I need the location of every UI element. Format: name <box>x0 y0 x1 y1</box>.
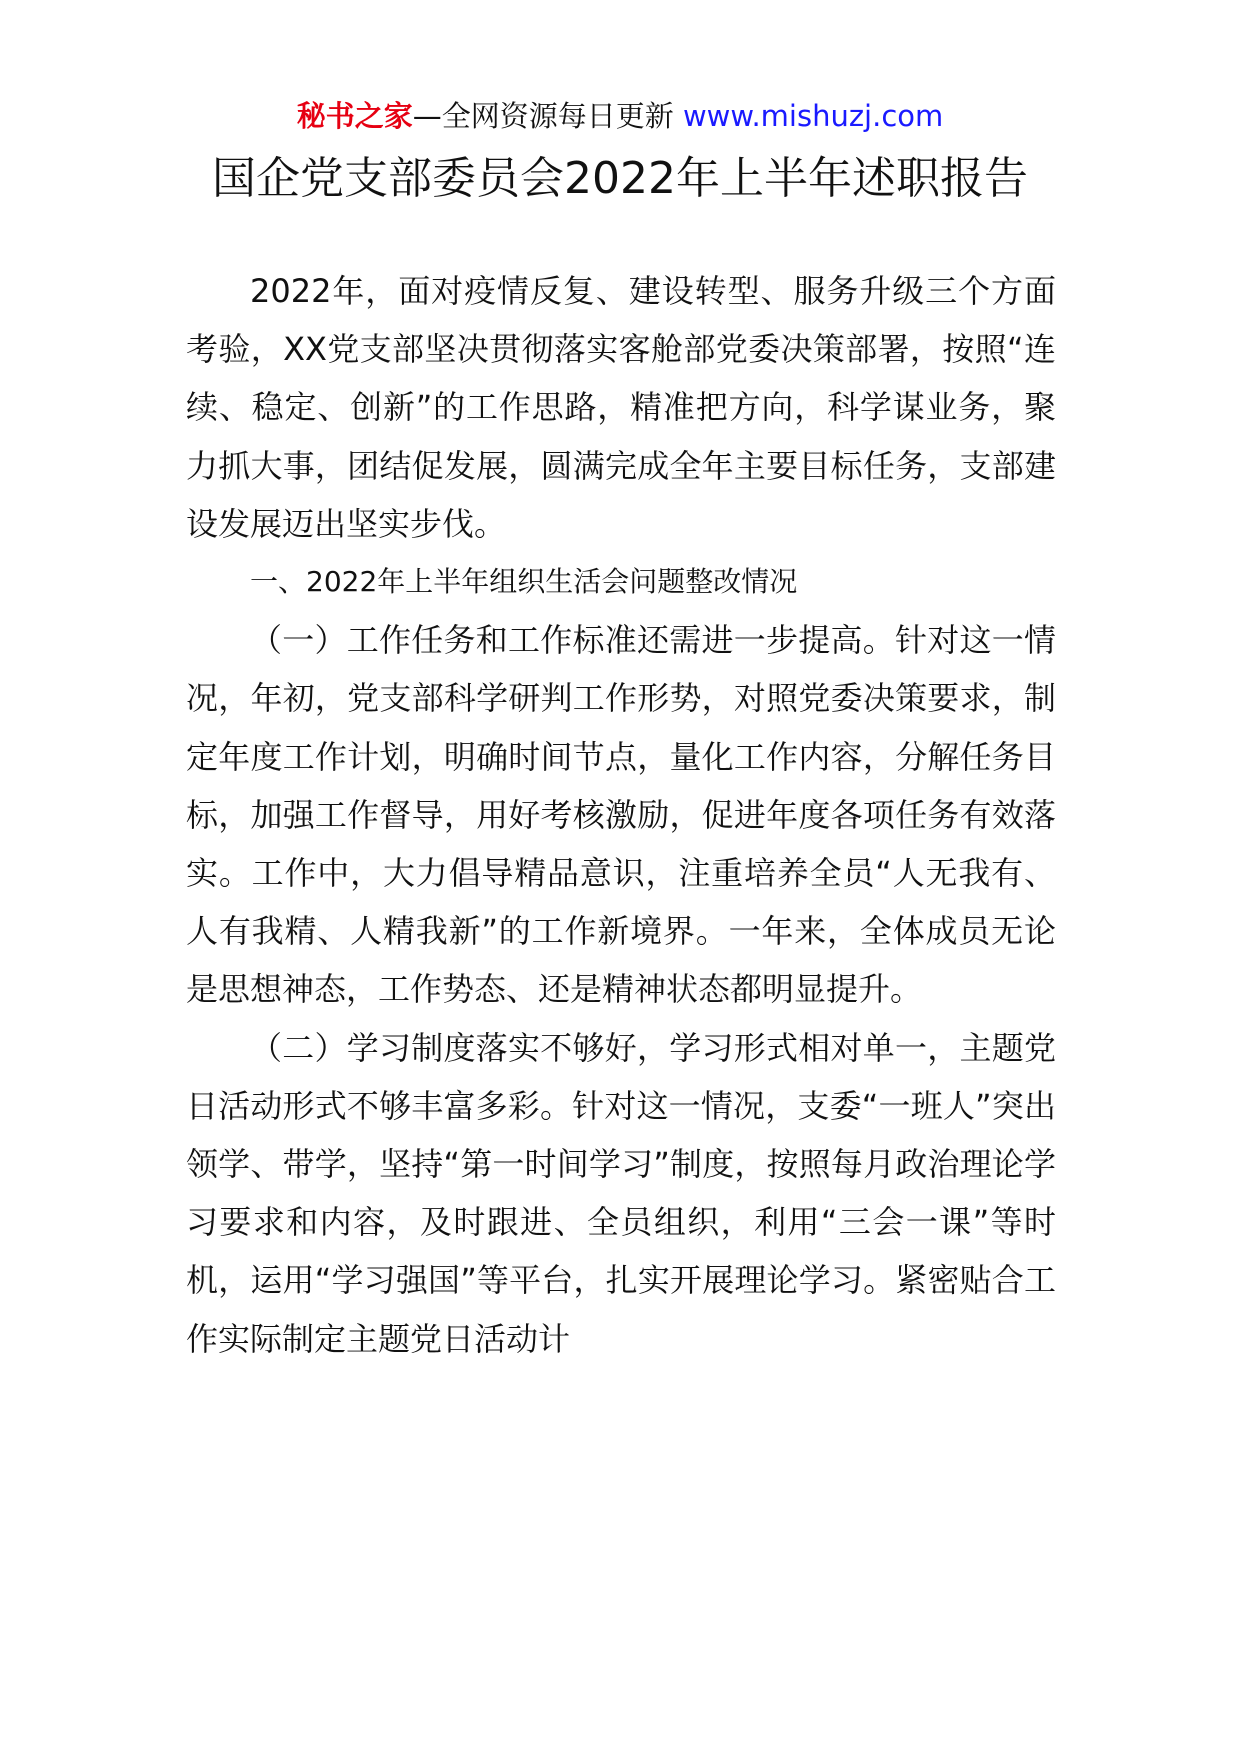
item-paragraph-1: （一）工作任务和工作标准还需进一步提高。针对这一情况，年初，党支部科学研判工作形势，对照党委决策要求，制定年度工作计划，明确时间节点，量化工作内容，分解任务目标，加强工作督导，用好考核激励，促进年度各项任务有效落实。工作中，大力倡导精品意识，注重培养全员“人无我有、人有我精、人精我新”的工作新境界。一年来，全体成员无论是思想神态，工作势态、还是精神状态都明显提升。 <box>186 621 1056 1009</box>
document-body <box>186 262 1056 1368</box>
site-header <box>0 96 1240 136</box>
item-paragraph-2: （二）学习制度落实不够好，学习形式相对单一，主题党日活动形式不够丰富多彩。针对这一情况，支委“一班人”突出领学、带学，坚持“第一时间学习”制度，按照每月政治理论学习要求和内容，及时跟进、全员组织，利用“三会一课”等时机，运用“学习强国”等平台，扎实开展理论学习。紧密贴合工作实际制定主题党日活动计 <box>186 1028 1056 1358</box>
header-tagline: —全网资源每日更新 <box>412 99 674 133</box>
intro-paragraph: 2022年，面对疫情反复、建设转型、服务升级三个方面考验，XX党支部坚决贯彻落实客舱部党委决策部署，按照“连续、稳定、创新”的工作思路，精准把方向，科学谋业务，聚力抓大事，团结促发展，圆满完成全年主要目标任务，支部建设发展迈出坚实步伐。 <box>186 272 1056 543</box>
brand-name: 秘书之家 <box>296 99 413 133</box>
site-url-link[interactable]: www.mishuzj.com <box>682 99 944 133</box>
document-title: 国企党支部委员会2022年上半年述职报告 <box>212 153 1028 204</box>
section-heading: 一、2022年上半年组织生活会问题整改情况 <box>250 565 798 599</box>
